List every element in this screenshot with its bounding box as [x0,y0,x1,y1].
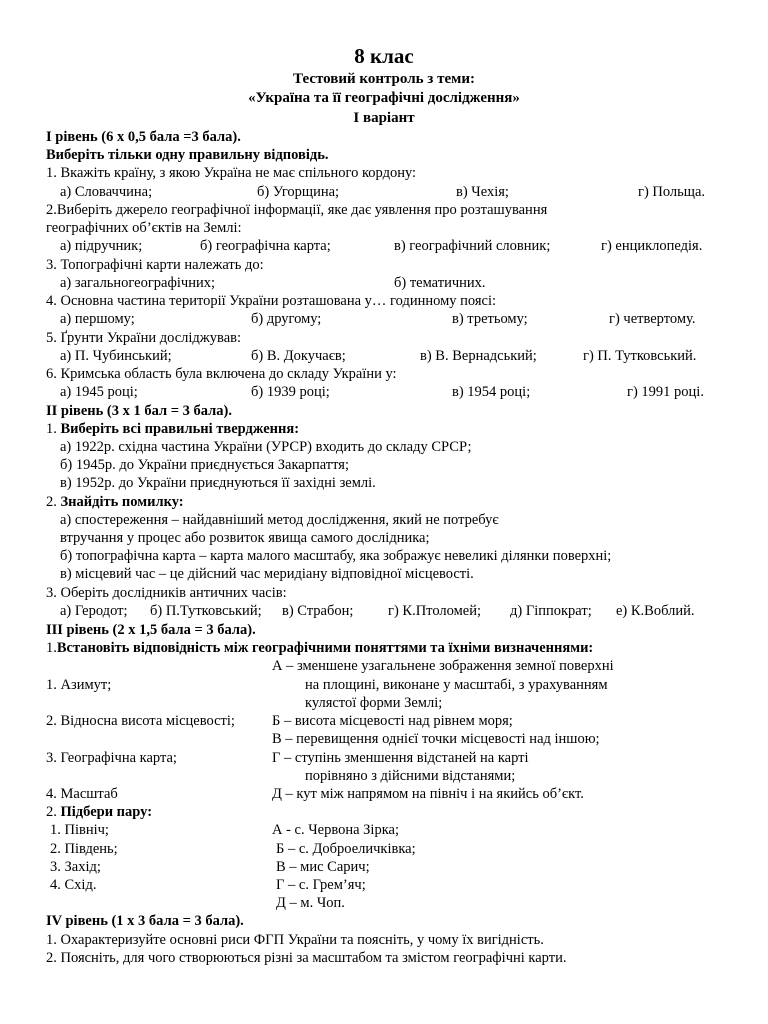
definition: Б – висота місцевості над рівнем моря; [272,713,513,729]
option: в) Страбон; [282,603,354,619]
option: г) четвертому. [609,311,696,327]
level3-question-1 [46,640,593,657]
question-4-text: 4. Основна частина території України розташована у… годинному поясі: [46,293,497,309]
option: д) Гіппократ; [510,603,592,619]
direction: 2. Південь; [50,841,118,857]
question-number: 2. [46,804,61,820]
place: Г – с. Грем’яч; [276,877,366,893]
question-instruction: Підбери пару: [60,804,153,820]
direction: 3. Захід; [50,859,101,875]
option: в) третьому; [452,311,528,327]
level2-question-3: 3. Оберіть дослідників античних часів: [46,585,287,601]
definition: на площині, виконане у масштабі, з урахуванням [305,677,608,693]
question-3-options [60,603,720,620]
question-5-text: 5. Ґрунти України досліджував: [46,330,242,346]
statement: в) 1952р. до України приєднуються її західні землі. [60,475,376,491]
question-4-options [60,311,720,328]
statement: в) місцевий час – це дійсний час меридіану відповідної місцевості. [60,566,474,582]
option: а) підручник; [60,238,143,254]
statement: б) 1945р. до України приєднується Закарпаття; [60,457,349,473]
option: б) другому; [251,311,322,327]
level2-question-1 [46,421,299,438]
question-2-line2: географічних об’єктів на Землі: [46,220,242,236]
definition: Д – кут між напрямом на північ і на якийсь об’єкт. [272,786,584,802]
option: е) К.Воблий. [616,603,695,619]
level4-title: ІV рівень (1 х 3 бала = 3 бала). [46,913,244,929]
level1-title: І рівень (6 х 0,5 бала =3 бала). [46,129,241,145]
question-2-options [60,238,720,255]
statement: б) топографічна карта – карта малого масштабу, яка зображує невеликі ділянки поверхні; [60,548,612,564]
option: б) тематичних. [394,275,486,291]
question-number: 1. [46,421,61,437]
option: г) Польща. [638,184,706,200]
option: б) Угорщина; [257,184,340,200]
option: а) 1945 році; [60,384,138,400]
option: а) Словаччина; [60,184,153,200]
option: а) П. Чубинський; [60,348,172,364]
option: а) загальногеографічних; [60,275,216,291]
question-1-options [60,184,720,201]
option: г) 1991 році. [627,384,704,400]
option: в) географічний словник; [394,238,551,254]
question-6-options [60,384,720,401]
level2-title: ІІ рівень (3 х 1 бал = 3 бала). [46,403,232,419]
option: а) першому; [60,311,135,327]
option: в) В. Вернадський; [420,348,537,364]
question-6-text: 6. Кримська область була включена до складу України у: [46,366,397,382]
question-instruction: Виберіть всі правильні твердження: [60,421,300,437]
task: 2. Поясніть, для чого створюються різні за масштабом та змістом географічні карти. [46,950,567,966]
test-topic: «Україна та її географічні дослідження» [248,90,520,106]
option: г) П. Тутковський. [583,348,697,364]
concept: 2. Відносна висота місцевості; [46,713,235,729]
question-1-text: 1. Вкажіть країну, з якою Україна не має спільного кордону: [46,165,417,181]
question-instruction: Знайдіть помилку: [60,494,184,510]
question-3-options [60,275,720,292]
question-instruction: Встановіть відповідність між географічними поняттями та їхніми визначеннями: [56,640,594,656]
option: а) Геродот; [60,603,128,619]
question-5-options [60,348,720,365]
statement: а) 1922р. східна частина України (УРСР) входить до складу СРСР; [60,439,472,455]
option: б) 1939 році; [251,384,330,400]
level2-question-2 [46,494,184,511]
statement: втручання у процес або розвиток явища самого дослідника; [60,530,430,546]
option: в) Чехія; [456,184,509,200]
task: 1. Охарактеризуйте основні риси ФГП України та поясніть, у чому їх вигідність. [46,932,544,948]
level3-title: ІІІ рівень (2 х 1,5 бала = 3 бала). [46,622,256,638]
question-number: 2. [46,494,61,510]
place: Д – м. Чоп. [276,895,345,911]
option: в) 1954 році; [452,384,531,400]
place: В – мис Сарич; [276,859,370,875]
question-number: 1. [46,640,57,656]
level3-question-2 [46,804,152,821]
option: г) К.Птоломей; [388,603,481,619]
option: б) географічна карта; [200,238,331,254]
definition: А – зменшене узагальнене зображення земної поверхні [272,658,614,674]
option: б) В. Докучаєв; [251,348,346,364]
level1-instruction: Виберіть тільки одну правильну відповідь. [46,147,329,163]
option: б) П.Тутковський; [150,603,262,619]
definition: В – перевищення однієї точки місцевості над іншою; [272,731,600,747]
concept: 3. Географічна карта; [46,750,177,766]
test-subtitle: Тестовий контроль з теми: [293,71,475,87]
statement: а) спостереження – найдавніший метод дослідження, який не потребує [60,512,499,528]
grade-title: 8 клас [354,44,414,68]
definition: кулястої форми Землі; [305,695,443,711]
concept: 1. Азимут; [46,677,112,693]
direction: 4. Схід. [50,877,97,893]
concept: 4. Масштаб [46,786,118,802]
definition: Г – ступінь зменшення відстаней на карті [272,750,529,766]
option: г) енциклопедія. [601,238,703,254]
place: Б – с. Доброеличківка; [276,841,416,857]
question-2-line1: 2.Виберіть джерело географічної інформації, яке дає уявлення про розташування [46,202,548,218]
place: А - с. Червона Зірка; [272,822,399,838]
direction: 1. Північ; [50,822,109,838]
variant-title: І варіант [353,110,415,126]
definition: порівняно з дійсними відстанями; [305,768,516,784]
question-3-text: 3. Топографічні карти належать до: [46,257,264,273]
